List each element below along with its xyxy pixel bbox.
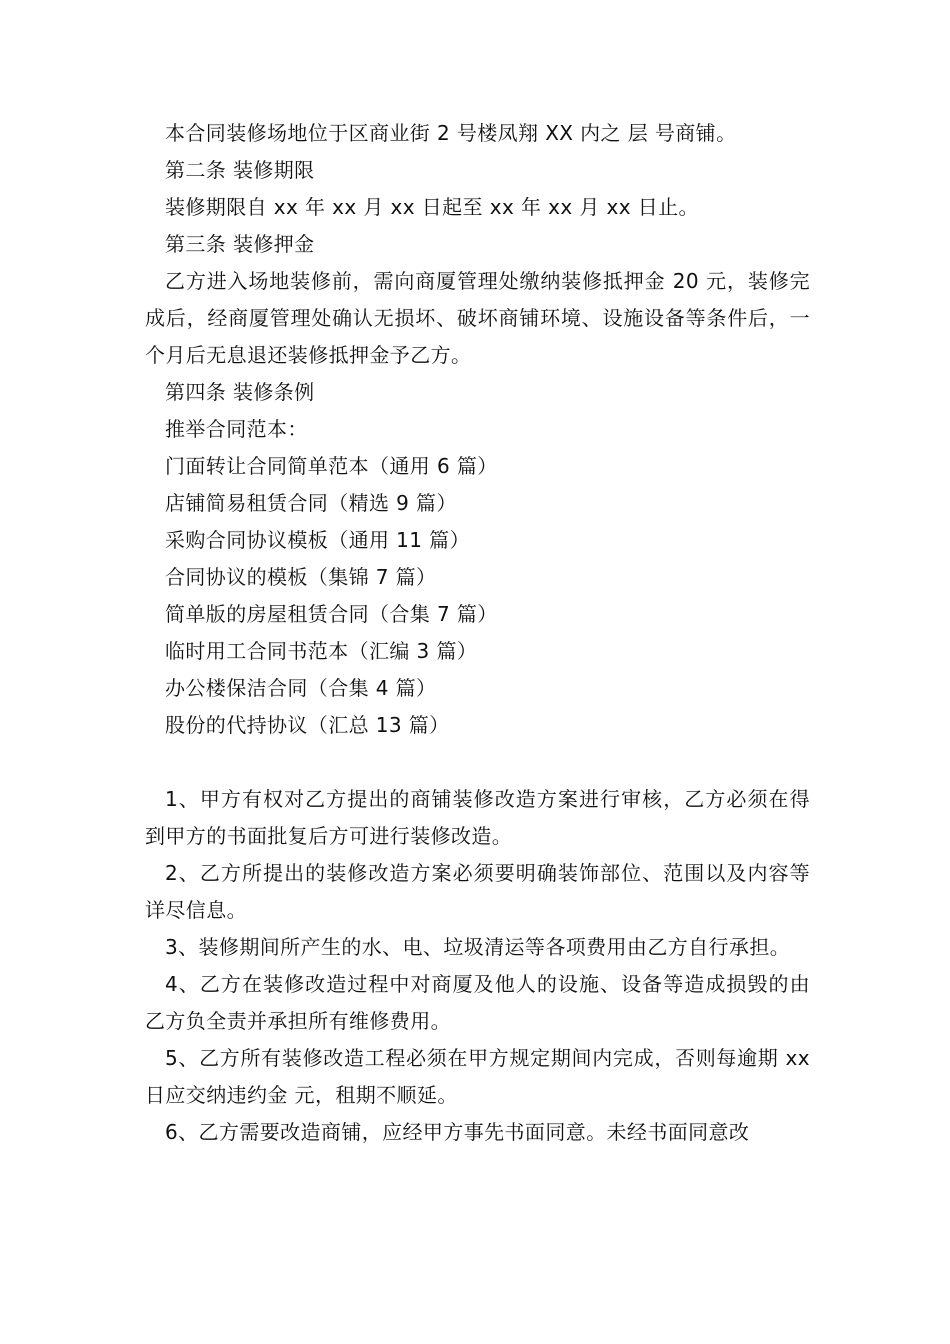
recommended-item: 临时用工合同书范本（汇编 3 篇） [165,639,478,663]
document-body [145,115,810,1151]
clause-paragraph: 2、乙方所提出的装修改造方案必须要明确装饰部位、范围以及内容等详尽信息。 [145,861,810,922]
clause-paragraph: 4、乙方在装修改造过程中对商厦及他人的设施、设备等造成损毁的由乙方负全责并承担所有维修费用。 [145,972,810,1033]
deposit-paragraph: 乙方进入场地装修前，需向商厦管理处缴纳装修抵押金 20 元，装修完成后，经商厦管理处确认无损坏、破坏商铺环境、设施设备等条件后，一个月后无息退还装修抵押金予乙方。 [145,269,810,367]
recommended-item: 采购合同协议模板（通用 11 篇） [165,528,470,552]
clause-paragraph: 1、甲方有权对乙方提出的商铺装修改造方案进行审核，乙方必须在得到甲方的书面批复后方可进行装修改造。 [145,787,810,848]
clause-paragraph: 5、乙方所有装修改造工程必须在甲方规定期间内完成，否则每逾期 xx 日应交纳违约金 元，租期不顺延。 [145,1046,810,1107]
blank-line [145,744,810,781]
recommended-item: 门面转让合同简单范本（通用 6 篇） [165,454,498,478]
recommended-item: 店铺简易租赁合同（精选 9 篇） [165,491,457,515]
recommend-heading: 推举合同范本： [165,417,308,441]
article-two-heading: 第二条 装修期限 [165,158,315,182]
recommended-item: 合同协议的模板（集锦 7 篇） [165,565,437,589]
recommended-item: 简单版的房屋租赁合同（合集 7 篇） [165,602,498,626]
period-line: 装修期限自 xx 年 xx 月 xx 日起至 xx 年 xx 月 xx 日止。 [165,195,699,219]
article-three-heading: 第三条 装修押金 [165,232,315,256]
recommended-item: 股份的代持协议（汇总 13 篇） [165,713,450,737]
clause-paragraph: 3、装修期间所产生的水、电、垃圾清运等各项费用由乙方自行承担。 [165,935,791,959]
recommended-item: 办公楼保洁合同（合集 4 篇） [165,676,437,700]
article-four-heading: 第四条 装修条例 [165,380,315,404]
clause-paragraph: 6、乙方需要改造商铺，应经甲方事先书面同意。未经书面同意改 [165,1120,750,1144]
location-line: 本合同装修场地位于区商业街 2 号楼凤翔 XX 内之 层 号商铺。 [165,121,737,145]
